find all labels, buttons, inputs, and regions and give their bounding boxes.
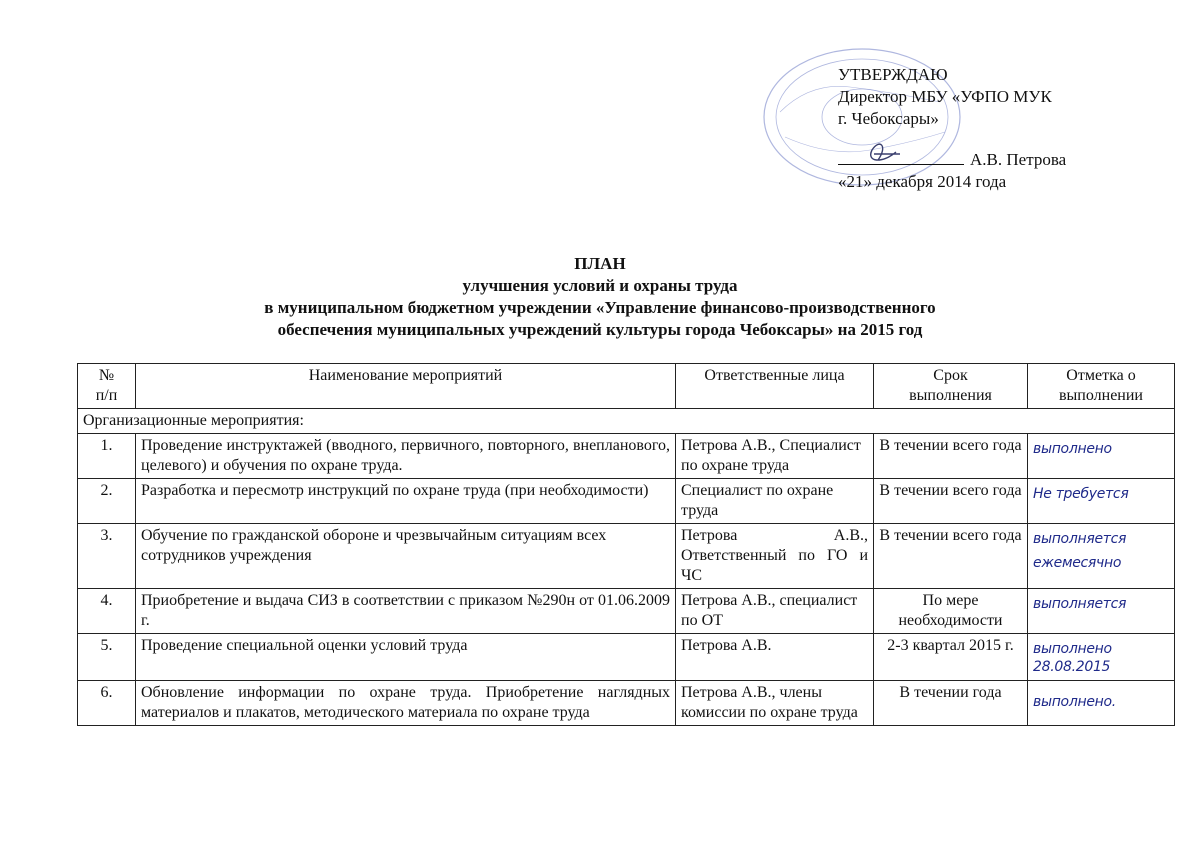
- approval-date: «21» декабря 2014 года: [838, 172, 1007, 191]
- header-mark: [1028, 364, 1175, 409]
- row-deadline: В течении всего года: [874, 479, 1028, 524]
- section-row: [78, 409, 1175, 434]
- row-num: 1.: [78, 434, 136, 479]
- row-name: Разработка и пересмотр инструкций по охране труда (при необходимости): [136, 479, 676, 524]
- header-deadline: [874, 364, 1028, 409]
- signature-blank: [838, 148, 964, 165]
- table-row: [78, 434, 1175, 479]
- row-deadline: В течении всего года: [874, 434, 1028, 479]
- table-row: [78, 524, 1175, 589]
- handwritten-mark: выполнено: [1033, 641, 1112, 657]
- row-responsible: Петрова А.В., члены комиссии по охране труда: [676, 681, 874, 726]
- title-line3: в муниципальном бюджетном учреждении «Управление финансово-производственного: [264, 298, 936, 317]
- row-deadline: По мере необходимости: [874, 589, 1028, 634]
- row-responsible: Петрова А.В., Специалист по охране труда: [676, 434, 874, 479]
- row-name: Обновление информации по охране труда. Приобретение наглядных материалов и плакатов, методического материала по охране труда: [136, 681, 676, 726]
- header-num: [78, 364, 136, 409]
- row-deadline: В течении года: [874, 681, 1028, 726]
- table-row: [78, 589, 1175, 634]
- table-row: [78, 479, 1175, 524]
- row-deadline: 2-3 квартал 2015 г.: [874, 634, 1028, 681]
- row-name: Обучение по гражданской обороне и чрезвычайным ситуациям всех сотрудников учреждения: [136, 524, 676, 589]
- handwritten-mark: выполнено.: [1033, 694, 1116, 710]
- row-num: 6.: [78, 681, 136, 726]
- row-responsible: Петрова А.В.: [676, 634, 874, 681]
- row-mark: [1028, 479, 1175, 524]
- handwritten-mark: выполняется: [1033, 596, 1127, 612]
- row-responsible: Петрова А.В., Ответственный по ГО и ЧС: [676, 524, 874, 589]
- table-row: [78, 634, 1175, 681]
- row-name: Проведение инструктажей (вводного, первичного, повторного, внепланового, целевого) и обучения по охране труда.: [136, 434, 676, 479]
- row-num: 3.: [78, 524, 136, 589]
- header-mark-line1: Отметка о: [1066, 367, 1136, 384]
- row-responsible: Петрова А.В., специалист по ОТ: [676, 589, 874, 634]
- row-responsible: Специалист по охране труда: [676, 479, 874, 524]
- row-mark: [1028, 634, 1175, 681]
- row-mark: [1028, 434, 1175, 479]
- header-deadline-line2: выполнения: [909, 387, 992, 404]
- header-num-line1: №: [98, 367, 115, 384]
- header-responsible: Ответственные лица: [676, 364, 874, 409]
- document-title: [0, 253, 1200, 341]
- plan-table: [77, 363, 1175, 726]
- approval-word: УТВЕРЖДАЮ: [838, 65, 948, 84]
- title-line1: ПЛАН: [574, 254, 626, 273]
- title-line2: улучшения условий и охраны труда: [462, 276, 738, 295]
- section-title: Организационные мероприятия:: [78, 409, 1175, 434]
- row-mark: [1028, 681, 1175, 726]
- handwritten-mark: выполнено: [1033, 441, 1112, 457]
- header-deadline-line1: Срок: [933, 367, 968, 384]
- handwritten-mark-extra: 28.08.2015: [1033, 659, 1111, 675]
- approval-block: [838, 64, 1158, 193]
- header-mark-line2: выполнении: [1059, 387, 1143, 404]
- row-num: 2.: [78, 479, 136, 524]
- header-num-line2: п/п: [95, 387, 118, 404]
- handwritten-mark: выполняется: [1033, 531, 1127, 547]
- handwritten-mark-extra: ежемесячно: [1033, 555, 1122, 571]
- row-deadline: В течении всего года: [874, 524, 1028, 589]
- row-name: Приобретение и выдача СИЗ в соответствии с приказом №290н от 01.06.2009 г.: [136, 589, 676, 634]
- row-num: 4.: [78, 589, 136, 634]
- row-mark: [1028, 524, 1175, 589]
- handwritten-mark: Не требуется: [1033, 486, 1129, 502]
- title-line4: обеспечения муниципальных учреждений культуры города Чебоксары» на 2015 год: [277, 320, 923, 339]
- approval-signatory: А.В. Петрова: [970, 150, 1067, 169]
- row-mark: [1028, 589, 1175, 634]
- table-header-row: [78, 364, 1175, 409]
- approval-position-line2: г. Чебоксары»: [838, 109, 939, 128]
- header-name: Наименование мероприятий: [136, 364, 676, 409]
- row-name: Проведение специальной оценки условий труда: [136, 634, 676, 681]
- approval-position-line1: Директор МБУ «УФПО МУК: [838, 87, 1052, 106]
- row-num: 5.: [78, 634, 136, 681]
- table-row: [78, 681, 1175, 726]
- approval-signature-line: [838, 148, 1158, 171]
